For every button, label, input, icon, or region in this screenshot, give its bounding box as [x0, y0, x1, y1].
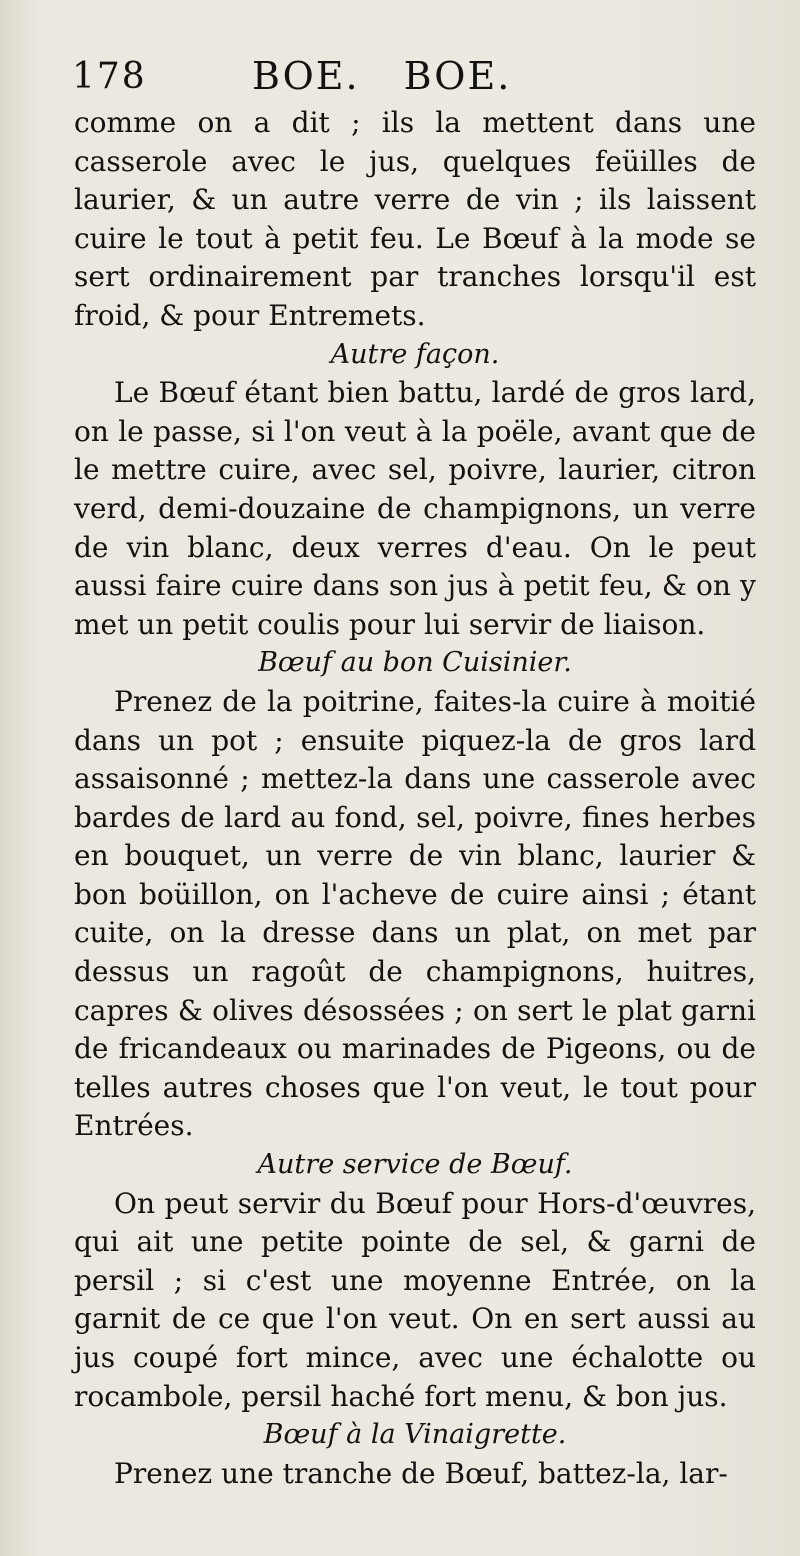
subheading-autre-service: Autre service de Bœuf.	[257, 1149, 573, 1181]
page-number: 178	[72, 56, 147, 97]
subheading-boeuf-bon-cuisinier: Bœuf au bon Cuisinier.	[258, 647, 572, 679]
page-header	[72, 52, 732, 102]
page-body	[74, 104, 756, 1493]
paragraph-boeuf-vinaigrette: Prenez une tranche de Bœuf, battez-la, lar-	[114, 1456, 728, 1490]
paragraph-continuation: comme on a dit ; ils la mettent dans une casserole avec le jus, quelques feüilles de laurier, & un autre verre de vin ; ils laissent cuire le tout à petit feu. Le Bœuf à la mode se sert ordinairement par tranches lorsqu'il est froid, & pour Entremets.	[74, 106, 756, 332]
paragraph-autre-service: On peut servir du Bœuf pour Hors-d'œuvres, qui ait une petite pointe de sel, & garni de persil ; si c'est une moyenne Entrée, on la garnit de ce que l'on veut. On en sert aussi au jus coupé fort mince, avec une échalotte ou rocambole, persil haché fort menu, & bon jus.	[74, 1186, 756, 1413]
paragraph-boeuf-bon-cuisinier: Prenez de la poitrine, faites-la cuire à moitié dans un pot ; ensuite piquez-la de gros lard assaisonné ; mettez-la dans une casserole avec bardes de lard au fond, sel, poivre, fines herbes en bouquet, un verre de vin blanc, laurier & bon boüillon, on l'acheve de cuire ainsi ; étant cuite, on la dresse dans un plat, on met par dessus un ragoût de champignons, huitres, capres & olives désossées ; on sert le plat garni de fricandeaux ou marinades de Pigeons, ou de telles autres choses que l'on veut, le tout pour Entrées.	[74, 684, 756, 1143]
running-head: BOE. BOE.	[252, 54, 512, 98]
paragraph-autre-facon: Le Bœuf étant bien battu, lardé de gros lard, on le passe, si l'on veut à la poële, avant que de le mettre cuire, avec sel, poivre, laurier, citron verd, demi-douzaine de champignons, un verre de vin blanc, deux verres d'eau. On le peut aussi faire cuire dans son jus à petit feu, & on y met un petit coulis pour lui servir de liaison.	[74, 376, 756, 641]
subheading-boeuf-vinaigrette: Bœuf à la Vinaigrette.	[263, 1419, 567, 1451]
subheading-autre-facon: Autre façon.	[330, 338, 500, 370]
